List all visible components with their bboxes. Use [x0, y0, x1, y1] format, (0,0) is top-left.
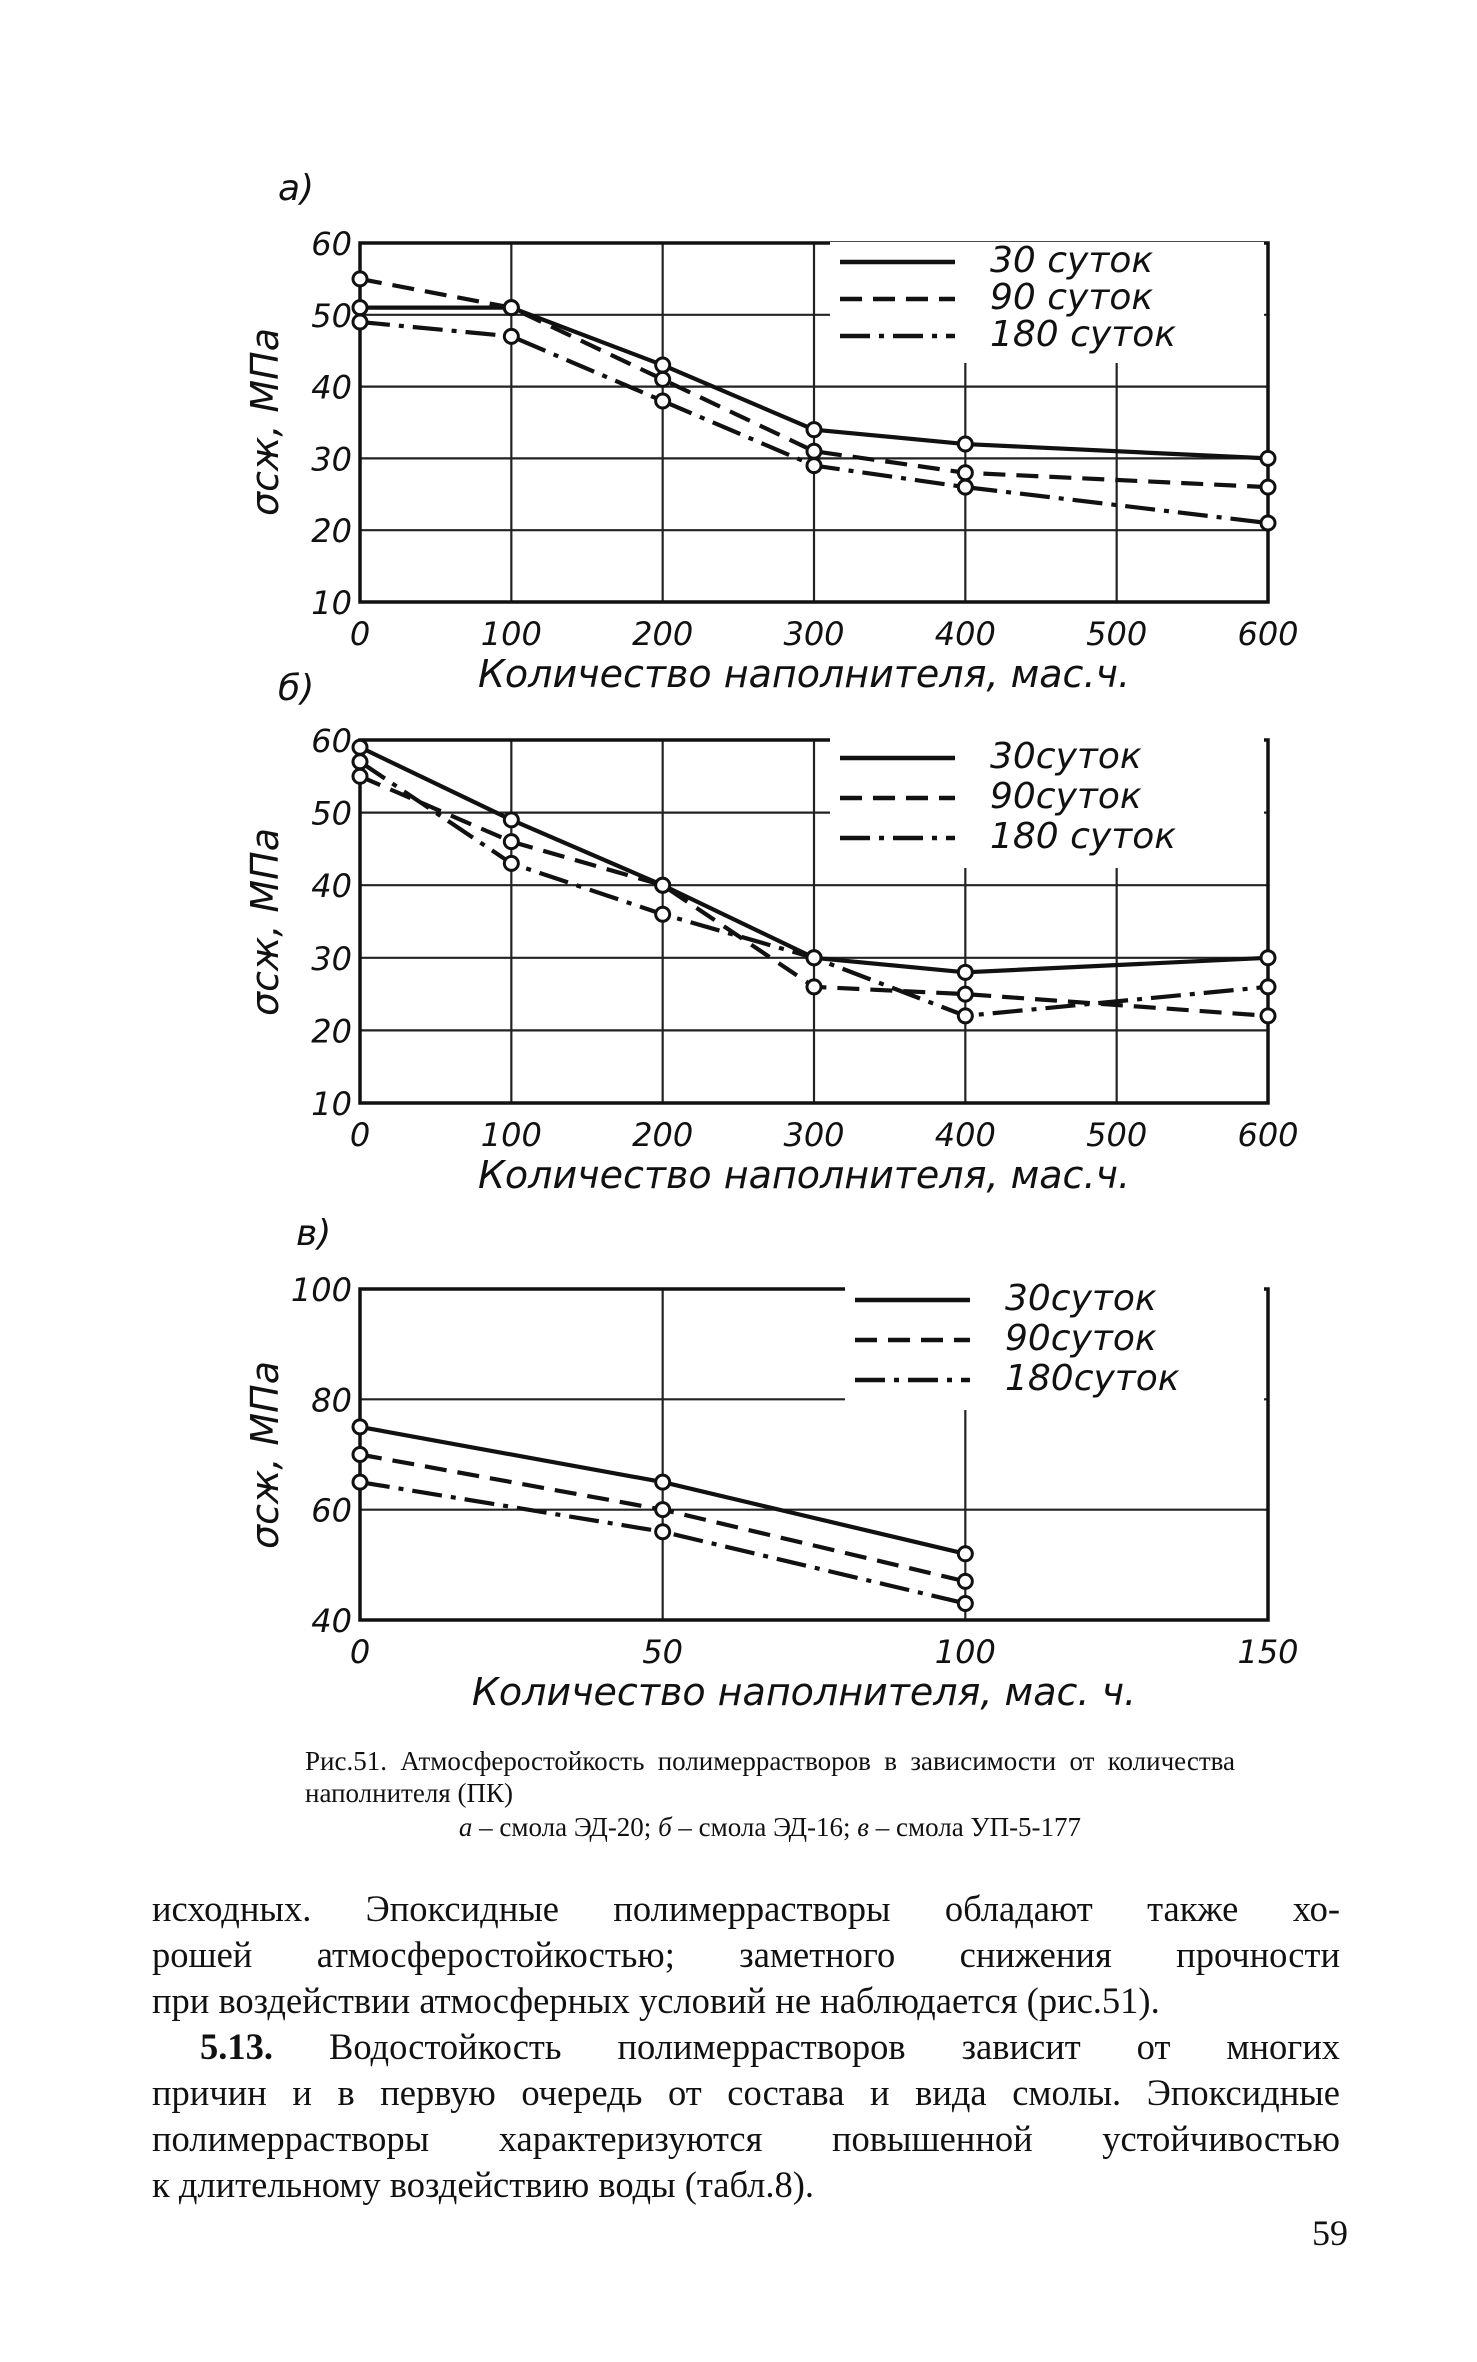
legend-label-2: 90суток [990, 776, 1142, 817]
panel-label: б) [278, 668, 315, 709]
caption-legend-a: – смола ЭД-20; [472, 1812, 659, 1842]
data-point [656, 394, 670, 408]
caption-legend-b: – смола ЭД-16; [671, 1812, 858, 1842]
data-point [807, 951, 821, 965]
data-point [353, 315, 367, 329]
data-point [1261, 951, 1275, 965]
x-tick-label: 600 [1237, 615, 1299, 653]
x-tick-label: 0 [349, 1116, 371, 1154]
y-tick-label: 20 [311, 1012, 352, 1051]
x-axis-title: Количество наполнителя, мас. ч. [471, 1670, 1137, 1714]
y-axis-title: σсж, МПа [243, 327, 287, 517]
panel-label: в) [296, 1213, 332, 1254]
x-tick-label: 100 [480, 1116, 542, 1154]
data-point [958, 1547, 972, 1561]
data-point [656, 1475, 670, 1489]
caption-legend [305, 1811, 1235, 1843]
data-point [1261, 516, 1275, 530]
data-point [656, 1525, 670, 1539]
body-line-4 [152, 2024, 1340, 2070]
data-point [353, 769, 367, 783]
y-tick-label: 40 [311, 1602, 352, 1640]
y-tick-label: 30 [311, 440, 352, 479]
chart-panel-3 [243, 1213, 1299, 1714]
data-point [504, 329, 518, 343]
data-point [958, 1574, 972, 1588]
body-line-3: при воздействии атмосферных условий не наблюдается (рис.51). [152, 1980, 1160, 2021]
legend [830, 240, 1264, 363]
x-tick-label: 300 [783, 1116, 845, 1154]
data-point [656, 358, 670, 372]
x-tick-label: 400 [934, 615, 996, 653]
data-point [958, 1596, 972, 1610]
panel-label: а) [278, 168, 315, 209]
legend-label-2: 90суток [1005, 1318, 1157, 1359]
data-point [656, 907, 670, 921]
caption-legend-v: – смола УП-5-177 [869, 1812, 1082, 1842]
x-tick-label: 200 [632, 1116, 694, 1154]
data-point [1261, 480, 1275, 494]
x-tick-label: 100 [480, 615, 542, 653]
x-axis-title: Количество наполнителя, мас.ч. [477, 652, 1131, 696]
caption-title: Атмосферостойкость полимеррастворов в зависимости от количества наполнителя (ПК) [305, 1746, 1236, 1808]
x-tick-label: 0 [349, 615, 371, 653]
data-point [1261, 980, 1275, 994]
x-tick-label: 600 [1237, 1116, 1299, 1154]
legend [830, 736, 1264, 868]
x-tick-label: 50 [642, 1633, 684, 1671]
legend-label-2: 90 суток [990, 277, 1154, 318]
caption-main [305, 1745, 1235, 1809]
y-axis-title: σсж, МПа [243, 827, 287, 1017]
y-tick-label: 40 [311, 867, 352, 906]
data-point [1261, 451, 1275, 465]
data-point [353, 740, 367, 754]
data-point [353, 272, 367, 286]
data-point [958, 466, 972, 480]
data-point [656, 878, 670, 892]
body-line-1: исходных. Эпоксидные полимеррастворы обладают также хо- [152, 1888, 1340, 1929]
data-point [504, 301, 518, 315]
data-point [504, 813, 518, 827]
data-point [504, 856, 518, 870]
data-point [353, 755, 367, 769]
y-tick-label: 20 [311, 512, 352, 551]
body-line-4-text: Водостойкость полимеррастворов зависит от многих [273, 2026, 1340, 2067]
legend-label-3: 180 суток [990, 314, 1176, 355]
y-tick-label: 10 [311, 584, 352, 622]
data-point [656, 372, 670, 386]
body-line-7: к длительному воздействию воды (табл.8). [152, 2164, 815, 2205]
y-tick-label: 50 [311, 296, 352, 335]
x-tick-label: 500 [1086, 1116, 1148, 1154]
caption-legend-v-letter: в [857, 1812, 870, 1842]
caption-legend-b-letter: б [658, 1812, 672, 1842]
x-tick-label: 150 [1237, 1633, 1299, 1671]
data-point [958, 480, 972, 494]
x-tick-label: 0 [349, 1633, 371, 1671]
y-tick-label: 60 [311, 1491, 352, 1530]
data-point [353, 1420, 367, 1434]
data-point [807, 980, 821, 994]
caption-legend-a-letter: а [458, 1812, 473, 1842]
data-point [656, 1503, 670, 1517]
x-tick-label: 200 [632, 615, 694, 653]
x-axis-title: Количество наполнителя, мас.ч. [477, 1153, 1131, 1197]
data-point [353, 1475, 367, 1489]
x-tick-label: 100 [934, 1633, 996, 1671]
data-point [807, 459, 821, 473]
x-tick-label: 400 [934, 1116, 996, 1154]
y-tick-label: 100 [290, 1271, 352, 1309]
body-line-5: причин и в первую очередь от состава и вида смолы. Эпоксидные [152, 2072, 1340, 2113]
data-point [1261, 1009, 1275, 1023]
y-tick-label: 80 [311, 1381, 352, 1420]
legend-label-1: 30суток [990, 736, 1142, 777]
y-tick-label: 60 [311, 225, 352, 263]
x-tick-label: 500 [1086, 615, 1148, 653]
legend [845, 1278, 1264, 1410]
data-point [807, 444, 821, 458]
body-line-6: полимеррастворы характеризуются повышенной устойчивостью [152, 2118, 1340, 2159]
chart-panel-1 [243, 168, 1299, 696]
data-point [353, 301, 367, 315]
legend-label-1: 30 суток [990, 240, 1154, 281]
figure-caption [305, 1745, 1235, 1843]
y-tick-label: 30 [311, 939, 352, 978]
section-number: 5.13. [200, 2026, 273, 2067]
page-number: 59 [1312, 2213, 1348, 2253]
data-point [958, 437, 972, 451]
data-point [958, 1009, 972, 1023]
x-tick-label: 300 [783, 615, 845, 653]
y-tick-label: 50 [311, 794, 352, 833]
legend-label-1: 30суток [1005, 1278, 1157, 1319]
y-tick-label: 40 [311, 368, 352, 407]
data-point [958, 987, 972, 1001]
data-point [504, 835, 518, 849]
body-line-2: рошей атмосферостойкостью; заметного снижения прочности [152, 1934, 1340, 1975]
data-point [353, 1448, 367, 1462]
legend-label-3: 180суток [1005, 1358, 1180, 1399]
body-text [152, 1886, 1340, 2208]
chart-panel-2 [243, 668, 1299, 1197]
y-tick-label: 10 [311, 1085, 352, 1123]
y-axis-title: σсж, МПа [243, 1360, 287, 1550]
data-point [807, 423, 821, 437]
y-tick-label: 60 [311, 722, 352, 760]
caption-figure-number: Рис.51. [305, 1746, 387, 1776]
legend-label-3: 180 суток [990, 816, 1176, 857]
data-point [958, 965, 972, 979]
